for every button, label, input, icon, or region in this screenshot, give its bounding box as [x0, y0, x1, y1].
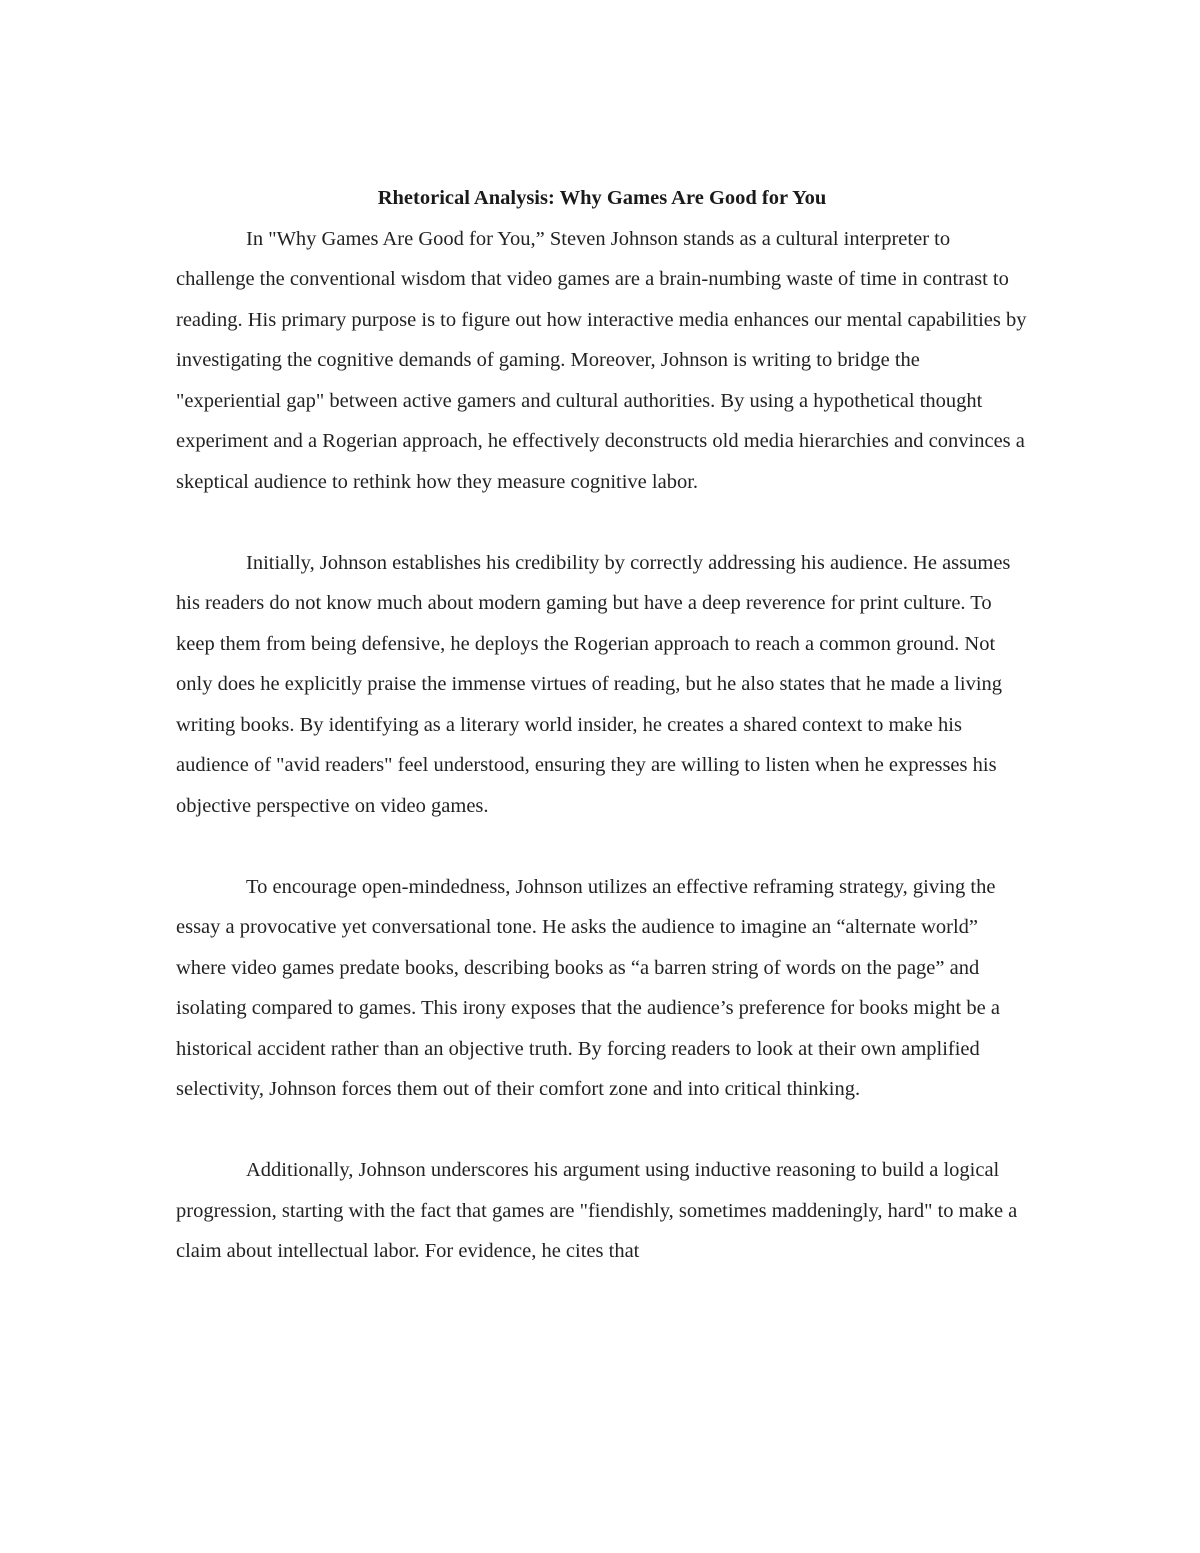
paragraph-inductive-reasoning: Additionally, Johnson underscores his argument using inductive reasoning to build a logical progression, starting with the fact that games are "fiendishly, sometimes maddeningly, hard" to make a claim about intellectual labor. For evidence, he cites that [176, 1159, 1018, 1262]
paragraph-credibility: Initially, Johnson establishes his credibility by correctly addressing his audience. He assumes his readers do not know much about modern gaming but have a deep reverence for print culture. To keep them from being defensive, he deploys the Rogerian approach to reach a common ground. Not only does he explicitly praise the immense virtues of reading, but he also states that he made a living writing books. By identifying as a literary world insider, he creates a shared context to make his audience of "avid readers" feel understood, ensuring they are willing to listen when he expresses his objective perspective on video games. [176, 551, 1011, 817]
paragraph-introduction: In "Why Games Are Good for You,” Steven Johnson stands as a cultural interpreter to challenge the conventional wisdom that video games are a brain-numbing waste of time in contrast to reading. His primary purpose is to figure out how interactive media enhances our mental capabilities by investigating the cognitive demands of gaming. Moreover, Johnson is writing to bridge the "experiential gap" between active gamers and cultural authorities. By using a hypothetical thought experiment and a Rogerian approach, he effectively deconstructs old media hierarchies and convinces a skeptical audience to rethink how they measure cognitive labor. [176, 227, 1027, 493]
paragraph-reframing: To encourage open-mindedness, Johnson utilizes an effective reframing strategy, giving the essay a provocative yet conversational tone. He asks the audience to imagine an “alternate world” where video games predate books, describing books as “a barren string of words on the page” and isolating compared to games. This irony exposes that the audience’s preference for books might be a historical accident rather than an objective truth. By forcing readers to look at their own amplified selectivity, Johnson forces them out of their comfort zone and into critical thinking. [176, 875, 1000, 1100]
document-title: Rhetorical Analysis: Why Games Are Good for You [377, 187, 827, 209]
document-body [176, 178, 1028, 1272]
